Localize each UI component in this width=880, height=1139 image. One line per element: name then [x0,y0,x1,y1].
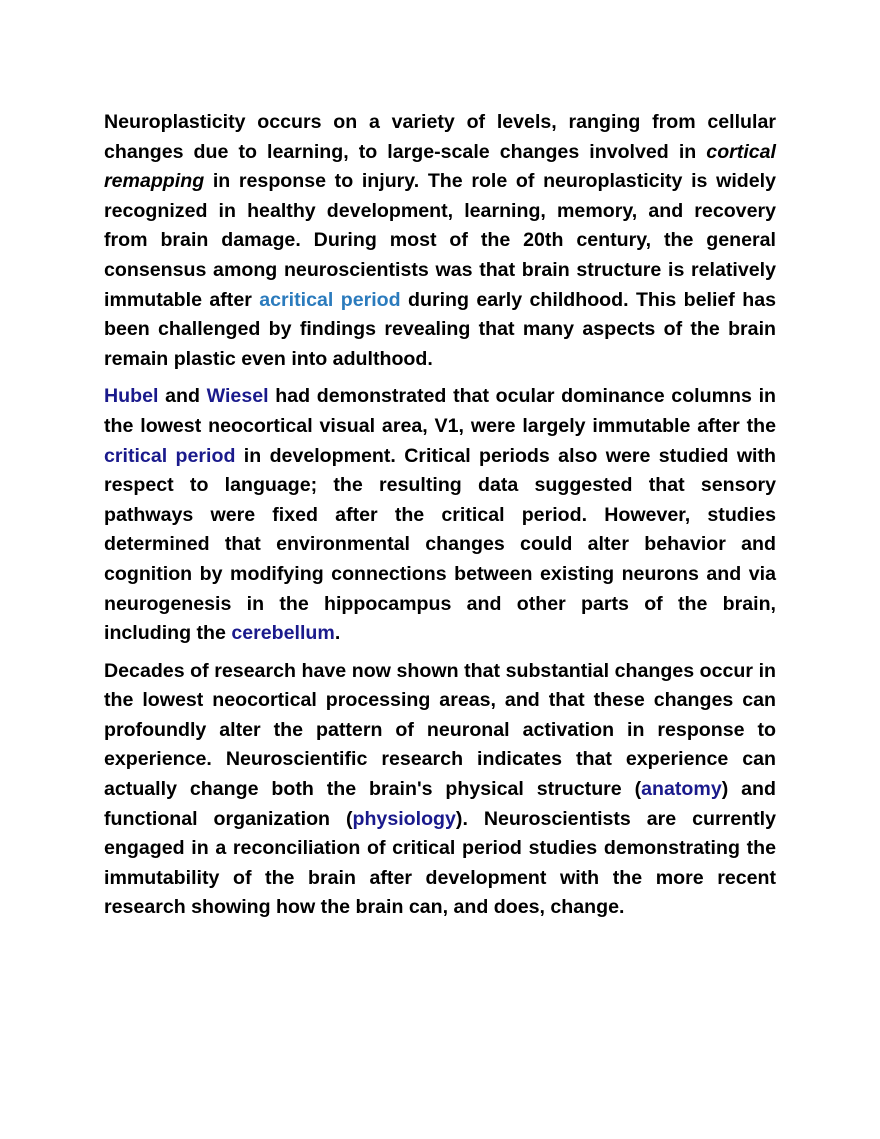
paragraph-text: and [158,385,207,408]
paragraph-decades-of-research [104,657,776,923]
physiology-link[interactable]: physiology [352,807,456,830]
critical-period-link[interactable]: critical period [104,444,236,467]
paragraph-text: ). Neuroscientists are currently engaged in a reconciliation of critical period studies demonstrating the immutability of the brain after development with the more recent research showing how the brain can, and does, change. [104,807,776,919]
anatomy-link[interactable]: anatomy [641,778,722,801]
paragraph-neuroplasticity-levels [104,108,776,374]
paragraph-text: Decades of research have now shown that substantial changes occur in the lowest neocortical processing areas, and that these changes can profoundly alter the pattern of neuronal activation in response to experience. Neuroscientific research indicates that experience can actually change both the brain's physical structure ( [104,659,776,801]
hubel-link[interactable]: Hubel [104,385,159,408]
cerebellum-link[interactable]: cerebellum [231,622,335,645]
paragraph-text: in development. Critical periods also were studied with respect to language; the resulting data suggested that sensory pathways were fixed after the critical period. However, studies determined that environmental changes could alter behavior and cognition by modifying connections between existing neurons and via neurogenesis in the hippocampus and other parts of the brain, including the [104,444,776,645]
paragraph-text: . [334,622,341,645]
paragraph-text: during early childhood. This belief has been challenged by findings revealing that many aspects of the brain remain plastic even into adulthood. [104,288,776,370]
document-body [104,108,776,931]
paragraph-text: ) and functional organization ( [104,778,776,830]
cortical-remapping-term: cortical remapping [104,140,776,193]
critical-period-link[interactable]: acritical period [259,288,401,311]
paragraph-text: Neuroplasticity occurs on a variety of levels, ranging from cellular changes due to learning, to large-scale changes involved in [104,111,776,163]
paragraph-hubel-wiesel [104,382,776,648]
paragraph-text: had demonstrated that ocular dominance columns in the lowest neocortical visual area, V1, were largely immutable after the [104,385,776,437]
paragraph-text: in response to injury. The role of neuroplasticity is widely recognized in healthy development, learning, memory, and recovery from brain damage. During most of the 20th century, the general consensus among neuroscientists was that brain structure is relatively immutable after [104,170,776,311]
wiesel-link[interactable]: Wiesel [206,385,269,408]
